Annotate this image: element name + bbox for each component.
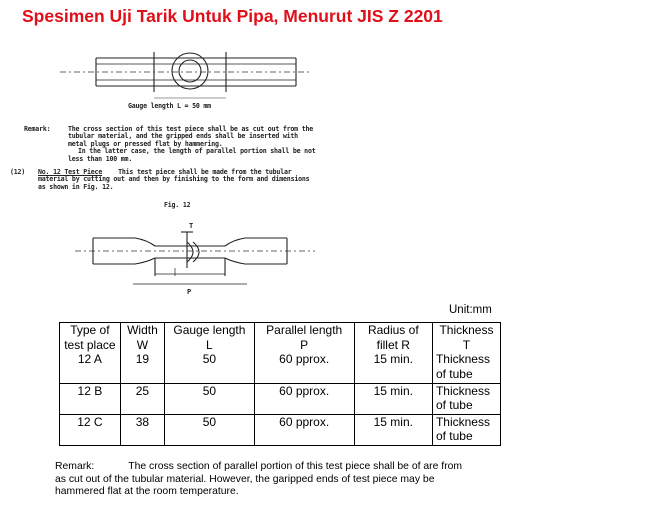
item-line: as shown in Fig. 12. [38, 182, 114, 191]
figure-caption: Fig. 12 [164, 201, 191, 209]
cell-type: 12 A [60, 352, 121, 383]
unit-label: Unit:mm [449, 304, 492, 316]
cell-type: 12 B [60, 383, 121, 414]
scan-remark-line: metal plugs or pressed flat by hammering. [68, 139, 223, 148]
scan-remark-text [68, 126, 316, 163]
cell-radius: 15 min. [354, 352, 432, 383]
header-thickness: Thickness T [432, 323, 500, 353]
item-block [38, 169, 309, 191]
cell-type: 12 C [60, 414, 121, 445]
cell-width: 25 [120, 383, 164, 414]
item-line: This test piece shall be made from the tubular [118, 168, 292, 176]
cell-parallel: 60 pprox. [254, 414, 354, 445]
table-row [60, 352, 501, 383]
tube-cross-section-inner [179, 60, 201, 82]
item-title: No. 12 Test Piece [38, 168, 103, 176]
figure-no12-piece [75, 218, 315, 298]
cell-gauge: 50 [165, 383, 255, 414]
table-row [60, 414, 501, 445]
cell-radius: 15 min. [354, 414, 432, 445]
figure-tube-piece [60, 40, 310, 106]
cell-radius: 15 min. [354, 383, 432, 414]
cell-thickness: Thickness of tube [432, 352, 500, 383]
fig-label-t: T [189, 222, 194, 230]
gauge-length-caption: Gauge length L = 50 mm [128, 102, 211, 110]
header-type: Type of test place [60, 323, 121, 353]
remark-line: The cross section of parallel portion of this test piece shall be of are from [128, 461, 463, 472]
page-title: Spesimen Uji Tarik Untuk Pipa, Menurut JIS Z 2201 [22, 6, 443, 26]
cell-width: 38 [120, 414, 164, 445]
fig-label-p: P [187, 288, 192, 296]
cell-gauge: 50 [165, 414, 255, 445]
cell-parallel: 60 pprox. [254, 352, 354, 383]
item-line: material by cutting out and then by finishing to the form and dimensions [38, 175, 310, 184]
scan-remark-line: In the latter case, the length of parallel portion shall be not [78, 147, 316, 156]
remark-block [55, 461, 491, 499]
cell-width: 19 [120, 352, 164, 383]
item-number: (12) [10, 168, 26, 176]
cell-parallel: 60 pprox. [254, 383, 354, 414]
header-parallel-length: Parallel length P [254, 323, 354, 353]
header-gauge-length: Gauge length L [165, 323, 255, 353]
table-header-row [60, 323, 501, 353]
cell-thickness: Thickness of tube [432, 383, 500, 414]
table-row [60, 383, 501, 414]
remark-line: hammered flat at the room temperature. [55, 486, 239, 498]
scan-remark-line: tubular material, and the gripped ends shall be inserted with [68, 132, 298, 141]
scan-remark-line: less than 100 mm. [68, 154, 133, 163]
scan-remark-label: Remark: [24, 125, 51, 133]
remark-label: Remark: [55, 461, 95, 472]
cell-thickness: Thickness of tube [432, 414, 500, 445]
cell-gauge: 50 [165, 352, 255, 383]
scan-remark-line: The cross section of this test piece shall be as cut out from the [68, 125, 314, 133]
header-width: Width W [120, 323, 164, 353]
remark-line: as cut out of the tubular material. However, the garipped ends of test piece may be [55, 473, 435, 485]
dimension-table [59, 322, 501, 446]
piece-section-curve [187, 242, 193, 262]
header-radius: Radius of fillet R [354, 323, 432, 353]
